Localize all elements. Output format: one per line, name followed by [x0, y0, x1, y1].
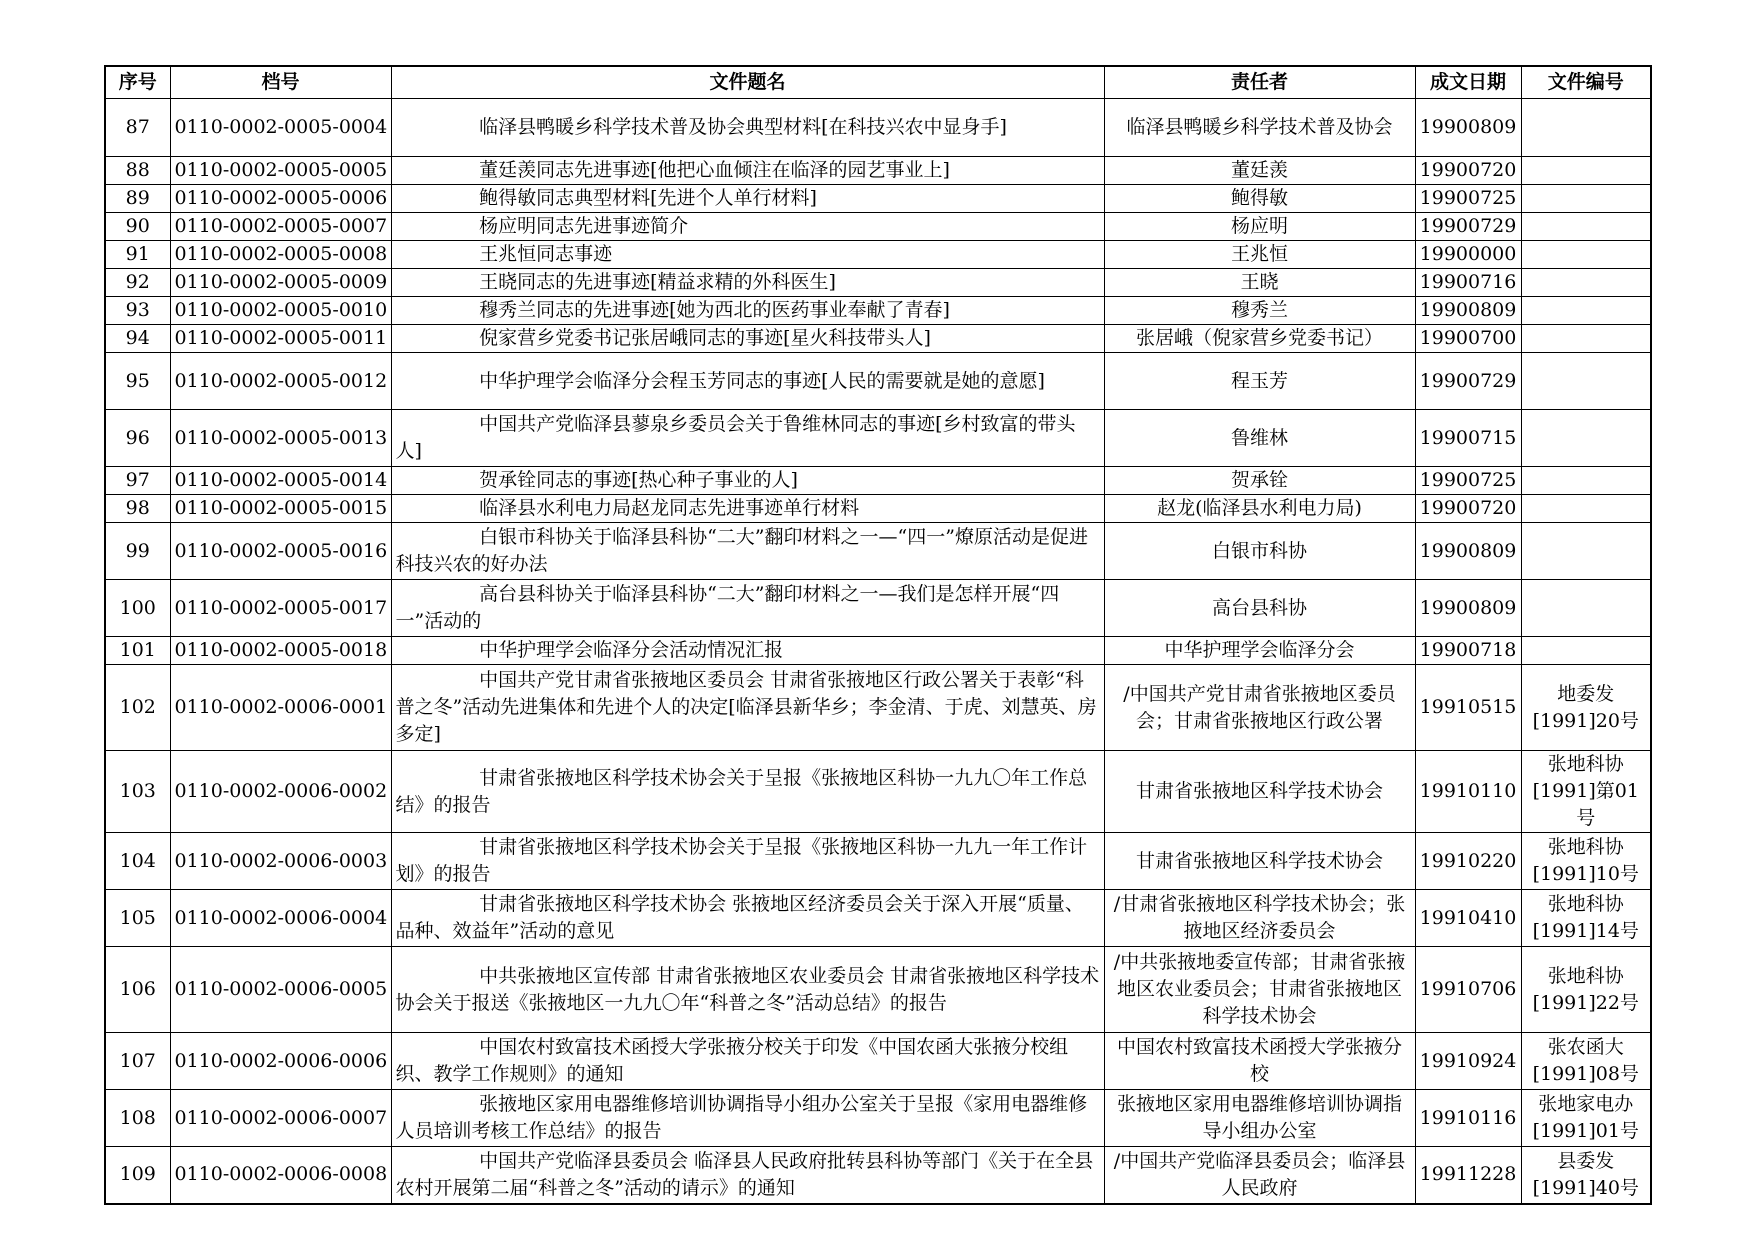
cell-title: 董廷羡同志先进事迹[他把心血倾注在临泽的园艺事业上]: [391, 157, 1104, 185]
cell-date: 19900716: [1415, 269, 1521, 297]
table-row: [105, 410, 1651, 467]
table-row: [105, 1033, 1651, 1090]
cell-file-no: [1521, 185, 1651, 213]
cell-responsible: 贺承铨: [1104, 467, 1415, 495]
table-row: [105, 353, 1651, 410]
cell-archive-no: 0110-0002-0005-0017: [170, 580, 391, 637]
cell-title: 白银市科协关于临泽县科协“二大”翻印材料之一—“四一”燎原活动是促进科技兴农的好办法: [391, 523, 1104, 580]
cell-file-no: [1521, 523, 1651, 580]
cell-seq: 101: [105, 637, 170, 665]
cell-seq: 106: [105, 947, 170, 1033]
cell-seq: 89: [105, 185, 170, 213]
cell-title: 临泽县水利电力局赵龙同志先进事迹单行材料: [391, 495, 1104, 523]
table-row: [105, 580, 1651, 637]
cell-archive-no: 0110-0002-0005-0005: [170, 157, 391, 185]
table-row: [105, 241, 1651, 269]
cell-title: 王兆恒同志事迹: [391, 241, 1104, 269]
cell-date: 19910515: [1415, 665, 1521, 751]
cell-archive-no: 0110-0002-0005-0015: [170, 495, 391, 523]
cell-file-no: [1521, 353, 1651, 410]
cell-file-no: 张地科协[1991]10号: [1521, 833, 1651, 890]
cell-file-no: 张农函大[1991]08号: [1521, 1033, 1651, 1090]
table-row: [105, 467, 1651, 495]
table-row: [105, 157, 1651, 185]
table-row: [105, 213, 1651, 241]
header-file-no: 文件编号: [1521, 66, 1651, 99]
cell-seq: 94: [105, 325, 170, 353]
cell-archive-no: 0110-0002-0005-0011: [170, 325, 391, 353]
cell-date: 19900809: [1415, 580, 1521, 637]
cell-seq: 104: [105, 833, 170, 890]
table-row: [105, 637, 1651, 665]
header-seq: 序号: [105, 66, 170, 99]
cell-title: 临泽县鸭暖乡科学技术普及协会典型材料[在科技兴农中显身手]: [391, 99, 1104, 157]
cell-date: 19900720: [1415, 495, 1521, 523]
cell-archive-no: 0110-0002-0006-0004: [170, 890, 391, 947]
cell-file-no: 张地科协[1991]22号: [1521, 947, 1651, 1033]
cell-date: 19900000: [1415, 241, 1521, 269]
cell-title: 中国共产党临泽县委员会 临泽县人民政府批转县科协等部门《关于在全县农村开展第二届“科普之冬”活动的请示》的通知: [391, 1147, 1104, 1204]
cell-responsible: 张掖地区家用电器维修培训协调指导小组办公室: [1104, 1090, 1415, 1147]
cell-archive-no: 0110-0002-0005-0016: [170, 523, 391, 580]
cell-title: 王晓同志的先进事迹[精益求精的外科医生]: [391, 269, 1104, 297]
cell-date: 19900718: [1415, 637, 1521, 665]
cell-seq: 93: [105, 297, 170, 325]
cell-responsible: /中共张掖地委宣传部；甘肃省张掖地区农业委员会；甘肃省张掖地区科学技术协会: [1104, 947, 1415, 1033]
cell-file-no: 县委发[1991]40号: [1521, 1147, 1651, 1204]
header-date: 成文日期: [1415, 66, 1521, 99]
archive-catalog-table: [104, 65, 1652, 1205]
cell-seq: 92: [105, 269, 170, 297]
cell-responsible: 鲁维林: [1104, 410, 1415, 467]
cell-date: 19900700: [1415, 325, 1521, 353]
cell-seq: 90: [105, 213, 170, 241]
cell-file-no: [1521, 241, 1651, 269]
header-responsible: 责任者: [1104, 66, 1415, 99]
cell-archive-no: 0110-0002-0006-0002: [170, 751, 391, 833]
cell-responsible: 程玉芳: [1104, 353, 1415, 410]
cell-responsible: 临泽县鸭暖乡科学技术普及协会: [1104, 99, 1415, 157]
table-row: [105, 890, 1651, 947]
table-row: [105, 325, 1651, 353]
cell-title: 中国共产党甘肃省张掖地区委员会 甘肃省张掖地区行政公署关于表彰“科普之冬”活动先进集体和先进个人的决定[临泽县新华乡；李金清、于虎、刘慧英、房多定]: [391, 665, 1104, 751]
cell-seq: 98: [105, 495, 170, 523]
cell-title: 高台县科协关于临泽县科协“二大”翻印材料之一—我们是怎样开展“四一”活动的: [391, 580, 1104, 637]
cell-responsible: 白银市科协: [1104, 523, 1415, 580]
cell-title: 中华护理学会临泽分会程玉芳同志的事迹[人民的需要就是她的意愿]: [391, 353, 1104, 410]
table-row: [105, 185, 1651, 213]
cell-archive-no: 0110-0002-0005-0009: [170, 269, 391, 297]
cell-responsible: 甘肃省张掖地区科学技术协会: [1104, 751, 1415, 833]
cell-file-no: [1521, 325, 1651, 353]
cell-archive-no: 0110-0002-0005-0007: [170, 213, 391, 241]
cell-title: 甘肃省张掖地区科学技术协会关于呈报《张掖地区科协一九九〇年工作总结》的报告: [391, 751, 1104, 833]
cell-file-no: [1521, 410, 1651, 467]
table-row: [105, 99, 1651, 157]
cell-date: 19900729: [1415, 353, 1521, 410]
cell-seq: 87: [105, 99, 170, 157]
cell-archive-no: 0110-0002-0005-0012: [170, 353, 391, 410]
cell-date: 19900809: [1415, 99, 1521, 157]
cell-file-no: [1521, 580, 1651, 637]
cell-responsible: 杨应明: [1104, 213, 1415, 241]
cell-archive-no: 0110-0002-0005-0008: [170, 241, 391, 269]
cell-title: 甘肃省张掖地区科学技术协会 张掖地区经济委员会关于深入开展“质量、品种、效益年”活动的意见: [391, 890, 1104, 947]
cell-file-no: [1521, 269, 1651, 297]
cell-archive-no: 0110-0002-0005-0018: [170, 637, 391, 665]
table-header: [105, 66, 1651, 99]
cell-seq: 95: [105, 353, 170, 410]
table-row: [105, 495, 1651, 523]
cell-archive-no: 0110-0002-0005-0006: [170, 185, 391, 213]
cell-date: 19900715: [1415, 410, 1521, 467]
cell-responsible: 赵龙(临泽县水利电力局): [1104, 495, 1415, 523]
cell-title: 穆秀兰同志的先进事迹[她为西北的医药事业奉献了青春]: [391, 297, 1104, 325]
cell-archive-no: 0110-0002-0006-0003: [170, 833, 391, 890]
cell-archive-no: 0110-0002-0005-0013: [170, 410, 391, 467]
cell-archive-no: 0110-0002-0006-0006: [170, 1033, 391, 1090]
table-row: [105, 269, 1651, 297]
cell-seq: 88: [105, 157, 170, 185]
cell-file-no: 张地家电办[1991]01号: [1521, 1090, 1651, 1147]
header-archive-no: 档号: [170, 66, 391, 99]
cell-file-no: [1521, 495, 1651, 523]
cell-title: 中国农村致富技术函授大学张掖分校关于印发《中国农函大张掖分校组织、教学工作规则》的通知: [391, 1033, 1104, 1090]
cell-title: 中共张掖地区宣传部 甘肃省张掖地区农业委员会 甘肃省张掖地区科学技术协会关于报送《张掖地区一九九〇年“科普之冬”活动总结》的报告: [391, 947, 1104, 1033]
cell-responsible: 甘肃省张掖地区科学技术协会: [1104, 833, 1415, 890]
cell-title: 贺承铨同志的事迹[热心种子事业的人]: [391, 467, 1104, 495]
cell-title: 倪家营乡党委书记张居峨同志的事迹[星火科技带头人]: [391, 325, 1104, 353]
cell-title: 杨应明同志先进事迹简介: [391, 213, 1104, 241]
table-row: [105, 1090, 1651, 1147]
cell-seq: 102: [105, 665, 170, 751]
table-row: [105, 297, 1651, 325]
cell-date: 19900809: [1415, 523, 1521, 580]
cell-archive-no: 0110-0002-0006-0001: [170, 665, 391, 751]
cell-title: 鲍得敏同志典型材料[先进个人单行材料]: [391, 185, 1104, 213]
cell-date: 19900720: [1415, 157, 1521, 185]
cell-responsible: /甘肃省张掖地区科学技术协会；张掖地区经济委员会: [1104, 890, 1415, 947]
cell-archive-no: 0110-0002-0005-0010: [170, 297, 391, 325]
cell-seq: 91: [105, 241, 170, 269]
cell-archive-no: 0110-0002-0006-0007: [170, 1090, 391, 1147]
cell-responsible: 中国农村致富技术函授大学张掖分校: [1104, 1033, 1415, 1090]
table-row: [105, 947, 1651, 1033]
table-row: [105, 833, 1651, 890]
cell-date: 19910924: [1415, 1033, 1521, 1090]
cell-file-no: 张地科协[1991]第01号: [1521, 751, 1651, 833]
table-row: [105, 665, 1651, 751]
cell-responsible: 穆秀兰: [1104, 297, 1415, 325]
cell-title: 中华护理学会临泽分会活动情况汇报: [391, 637, 1104, 665]
cell-date: 19910410: [1415, 890, 1521, 947]
cell-date: 19910706: [1415, 947, 1521, 1033]
table-row: [105, 751, 1651, 833]
cell-file-no: [1521, 467, 1651, 495]
cell-file-no: [1521, 157, 1651, 185]
cell-responsible: 董廷羡: [1104, 157, 1415, 185]
cell-file-no: [1521, 637, 1651, 665]
cell-date: 19900725: [1415, 185, 1521, 213]
cell-archive-no: 0110-0002-0005-0004: [170, 99, 391, 157]
cell-responsible: 王晓: [1104, 269, 1415, 297]
cell-responsible: 张居峨（倪家营乡党委书记）: [1104, 325, 1415, 353]
header-title: 文件题名: [391, 66, 1104, 99]
cell-seq: 109: [105, 1147, 170, 1204]
cell-date: 19900729: [1415, 213, 1521, 241]
cell-seq: 103: [105, 751, 170, 833]
cell-file-no: [1521, 297, 1651, 325]
cell-seq: 107: [105, 1033, 170, 1090]
cell-responsible: 鲍得敏: [1104, 185, 1415, 213]
cell-archive-no: 0110-0002-0006-0005: [170, 947, 391, 1033]
cell-seq: 108: [105, 1090, 170, 1147]
cell-date: 19910220: [1415, 833, 1521, 890]
cell-seq: 99: [105, 523, 170, 580]
cell-date: 19911228: [1415, 1147, 1521, 1204]
cell-responsible: /中国共产党甘肃省张掖地区委员会；甘肃省张掖地区行政公署: [1104, 665, 1415, 751]
cell-date: 19900809: [1415, 297, 1521, 325]
cell-seq: 97: [105, 467, 170, 495]
table-body: [105, 99, 1651, 1204]
cell-responsible: 高台县科协: [1104, 580, 1415, 637]
cell-seq: 96: [105, 410, 170, 467]
cell-title: 甘肃省张掖地区科学技术协会关于呈报《张掖地区科协一九九一年工作计划》的报告: [391, 833, 1104, 890]
cell-seq: 105: [105, 890, 170, 947]
table-row: [105, 1147, 1651, 1204]
header-row: [105, 66, 1651, 99]
cell-archive-no: 0110-0002-0006-0008: [170, 1147, 391, 1204]
cell-responsible: 王兆恒: [1104, 241, 1415, 269]
cell-date: 19910116: [1415, 1090, 1521, 1147]
cell-date: 19900725: [1415, 467, 1521, 495]
cell-file-no: [1521, 99, 1651, 157]
cell-file-no: 张地科协[1991]14号: [1521, 890, 1651, 947]
cell-date: 19910110: [1415, 751, 1521, 833]
cell-seq: 100: [105, 580, 170, 637]
cell-responsible: 中华护理学会临泽分会: [1104, 637, 1415, 665]
table-row: [105, 523, 1651, 580]
cell-file-no: 地委发[1991]20号: [1521, 665, 1651, 751]
cell-title: 中国共产党临泽县蓼泉乡委员会关于鲁维林同志的事迹[乡村致富的带头人]: [391, 410, 1104, 467]
cell-title: 张掖地区家用电器维修培训协调指导小组办公室关于呈报《家用电器维修人员培训考核工作总结》的报告: [391, 1090, 1104, 1147]
cell-file-no: [1521, 213, 1651, 241]
cell-responsible: /中国共产党临泽县委员会；临泽县人民政府: [1104, 1147, 1415, 1204]
cell-archive-no: 0110-0002-0005-0014: [170, 467, 391, 495]
